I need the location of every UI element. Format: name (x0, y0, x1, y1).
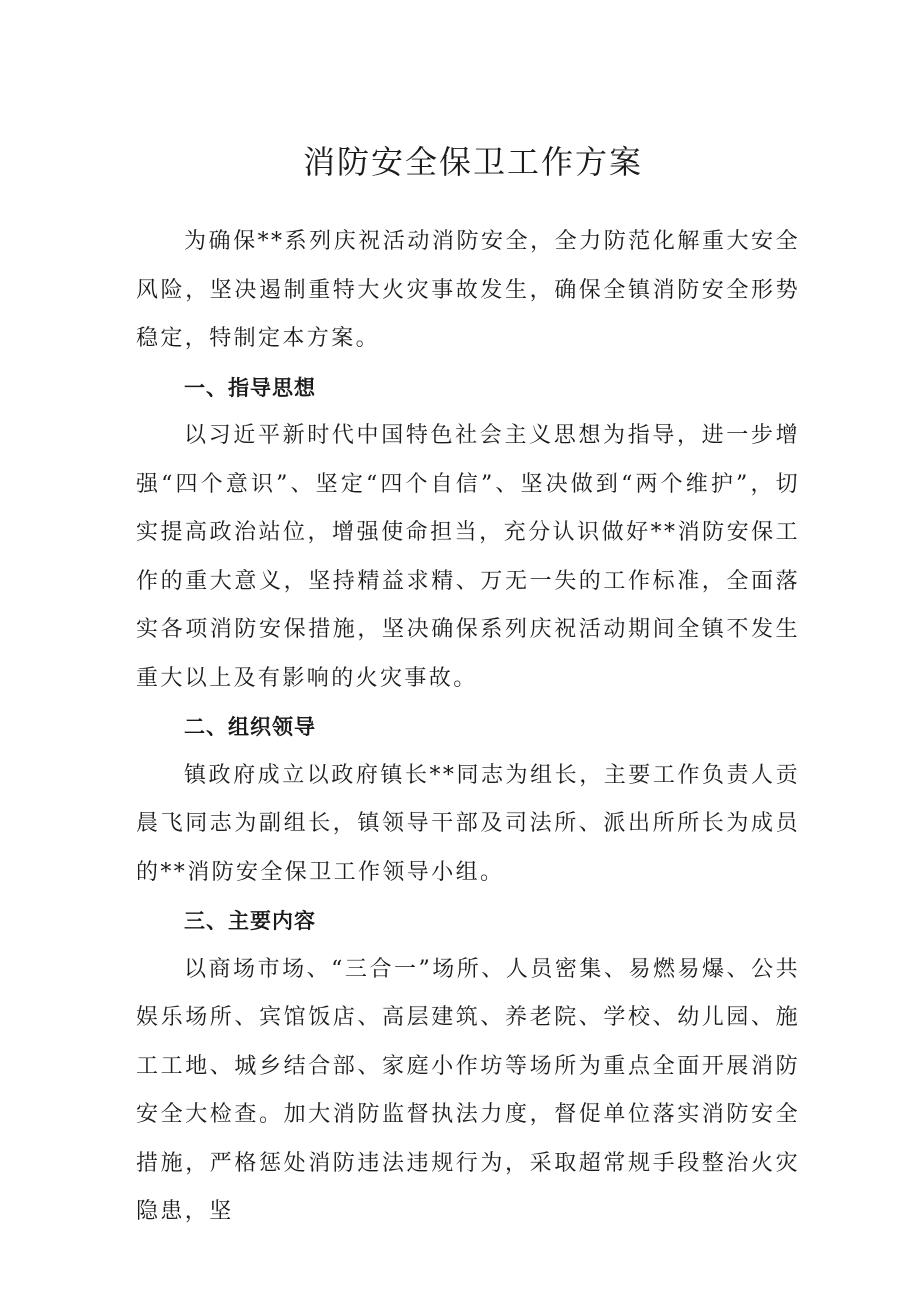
document-title: 消防安全保卫工作方案 (302, 143, 643, 181)
section-heading-organization: 二、组织领导 (184, 715, 316, 739)
section-body-organization: 镇政府成立以政府镇长**同志为组长，主要工作负责人贡晨飞同志为副组长，镇领导干部及司法所、派出所所长为成员的**消防安全保卫工作领导小组。 (136, 762, 800, 885)
intro-paragraph: 为确保**系列庆祝活动消防安全，全力防范化解重大安全风险，坚决遏制重特大火灾事故发生，确保全镇消防安全形势稳定，特制定本方案。 (136, 229, 800, 351)
section-heading-main-content: 三、主要内容 (184, 909, 316, 933)
section-body-guiding-ideology: 以习近平新时代中国特色社会主义思想为指导，进一步增强“四个意识”、坚定“四个自信”、坚决做到“两个维护”，切实提高政治站位，增强使命担当，充分认识做好**消防安保工作的重大意义，坚持精益求精、万无一失的工作标准，全面落实各项消防安保措施，坚决确保系列庆祝活动期间全镇不发生重大以上及有影响的火灾事故。 (136, 423, 800, 691)
section-body-main-content: 以商场市场、“三合一”场所、人员密集、易燃易爆、公共娱乐场所、宾馆饭店、高层建筑、养老院、学校、幼儿园、施工工地、城乡结合部、家庭小作坊等场所为重点全面开展消防安全大检查。加大消防监督执法力度，督促单位落实消防安全措施，严格惩处消防违法违规行为，采取超常规手段整治火灾隐患，坚 (136, 956, 800, 1224)
section-heading-guiding-ideology: 一、指导思想 (184, 375, 316, 400)
